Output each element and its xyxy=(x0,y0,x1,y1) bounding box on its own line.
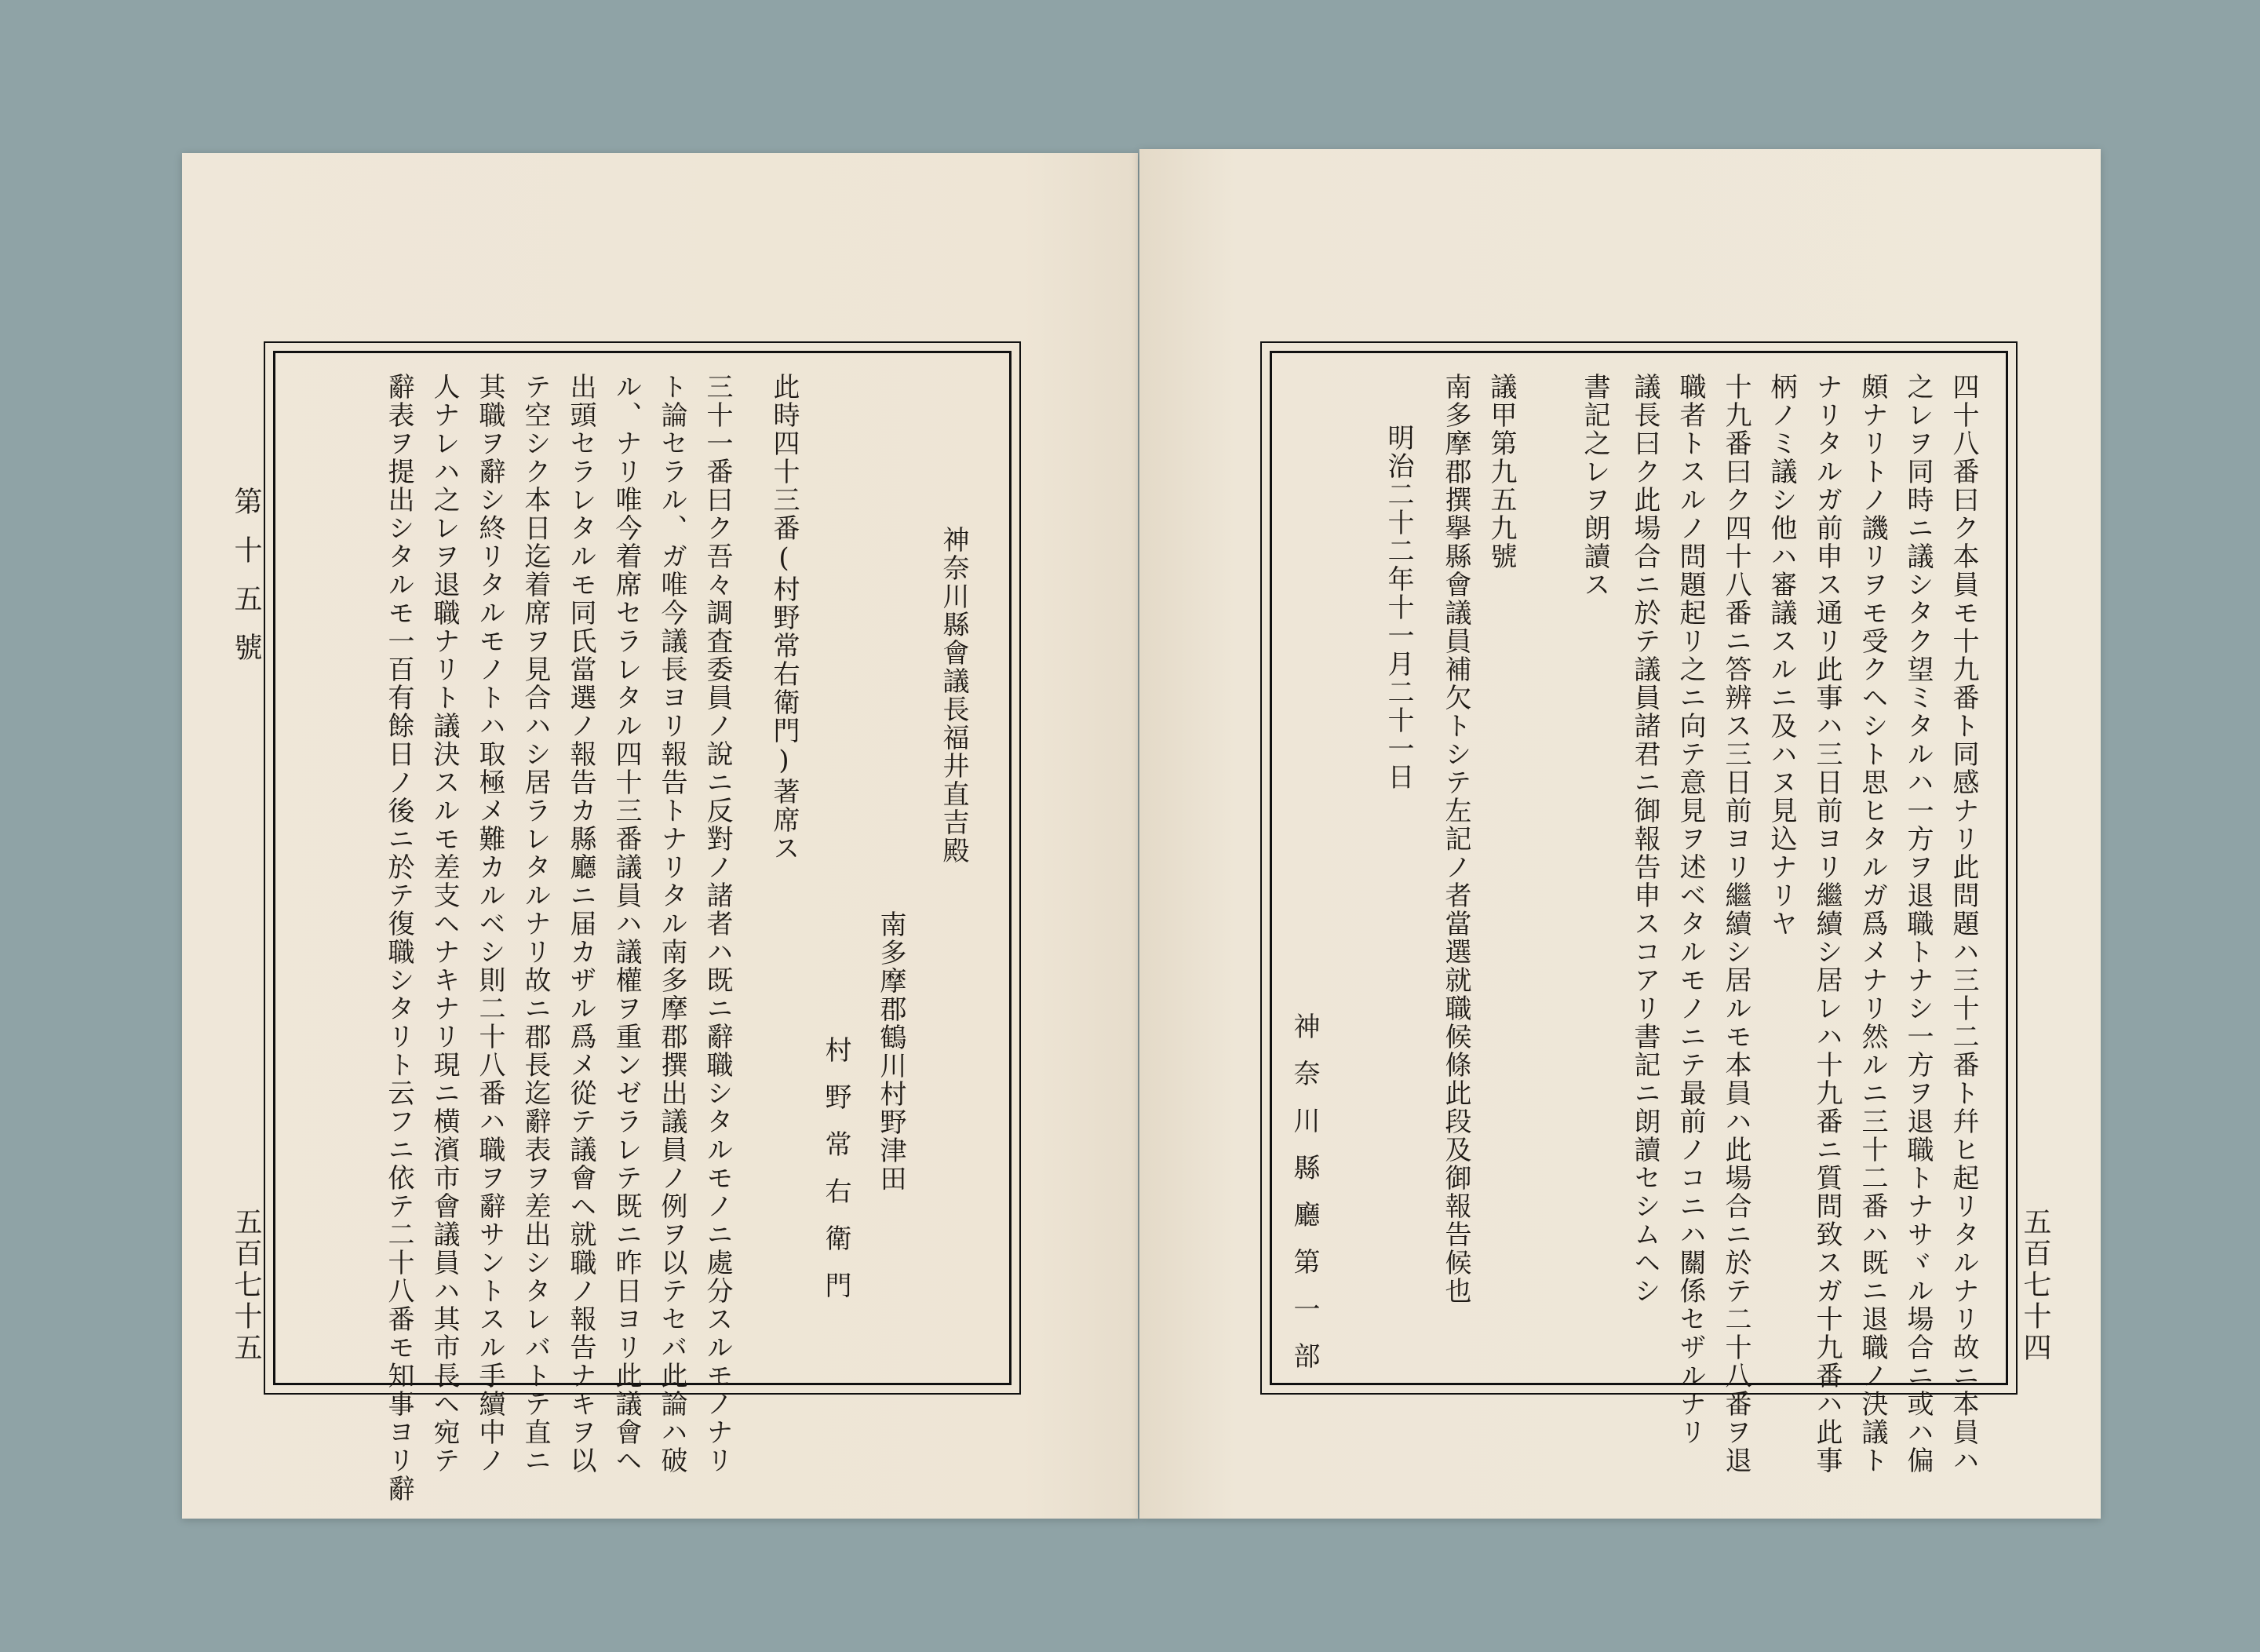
left-page-number: 五百七十五 xyxy=(230,1207,262,1364)
text-column: 村野常右衛門 xyxy=(820,1036,851,1318)
text-column: 南多摩郡鶴川村野津田 xyxy=(875,910,906,1193)
text-column: ト論セラル、ガ唯今議長ヨリ報告トナリタル南多摩郡撰出議員ノ例ヲ以テセバ此論ハ破 xyxy=(656,373,687,1475)
text-column: 辭表ヲ提出シタルモ一百有餘日ノ後ニ於テ復職シタリト云フニ依テ二十八番モ知事ヨリ辭 xyxy=(383,373,414,1503)
text-column: 神奈川縣廳第一部 xyxy=(1289,1012,1320,1389)
text-column: 此時四十三番(村野常右衛門)著席ス xyxy=(768,373,800,862)
text-column: 議長曰ク此場合ニ於テ議員諸君ニ御報告申スコアリ書記ニ朗讀セシムヘシ xyxy=(1629,373,1660,1305)
text-column: ナリタルガ前申ス通リ此事ハ三日前ヨリ繼續シ居レハ十九番ニ質問致スガ十九番ハ此事 xyxy=(1811,373,1843,1475)
text-column: 三十一番曰ク吾々調査委員ノ說ニ反對ノ諸者ハ既ニ辭職シタルモノニ處分スルモノナリ xyxy=(702,373,733,1475)
text-column: 十九番曰ク四十八番ニ答辨ス三日前ヨリ繼續シ居ルモ本員ハ此場合ニ於テ二十八番ヲ退 xyxy=(1720,373,1752,1475)
text-column: 四十八番曰ク本員モ十九番ト同感ナリ此問題ハ三十二番ト幷ヒ起リタルナリ故ニ本員ハ xyxy=(1948,373,1979,1475)
text-column: 神奈川縣會議長福井直吉殿 xyxy=(938,526,969,865)
text-column: ル、ナリ唯今着席セラレタル四十三番議員ハ議權ヲ重ンゼラレテ既ニ昨日ヨリ此議會ヘ xyxy=(611,373,642,1475)
text-column: 柄ノミ議シ他ハ審議スルニ及ハヌ見込ナリヤ xyxy=(1766,373,1797,938)
text-column: 職者トスルノ問題起リ之ニ向テ意見ヲ述ベタルモノニテ最前ノコニハ關係セザルナリ xyxy=(1675,373,1706,1446)
text-column: 頗ナリトノ譏リヲモ受クヘシト思ヒタルガ爲メナリ然ルニ三十二番ハ既ニ退職ノ決議ト xyxy=(1857,373,1888,1475)
text-column: 書記之レヲ朗讀ス xyxy=(1579,373,1610,599)
text-column: 議甲第九五九號 xyxy=(1485,373,1517,571)
issue-number-header: 第十五號 xyxy=(230,487,262,681)
text-column: 人ナレハ之レヲ退職ナリト議決スルモ差支ヘナキナリ現ニ横濱市會議員ハ其市長ヘ宛テ xyxy=(428,373,460,1475)
text-column: 其職ヲ辭シ終リタルモノトハ取極メ難カルベシ則二十八番ハ職ヲ辭サントスル手續中ノ xyxy=(474,373,505,1475)
right-page-number: 五百七十四 xyxy=(2019,1207,2051,1364)
text-column: テ空シク本日迄着席ヲ見合ハシ居ラレタルナリ故ニ郡長迄辭表ヲ差出シタレバトテ直ニ xyxy=(519,373,551,1475)
text-column: 南多摩郡撰擧縣會議員補欠トシテ左記ノ者當選就職候條此段及御報告候也 xyxy=(1440,373,1471,1305)
text-column: 明治二十二年十一月二十一日 xyxy=(1383,424,1414,791)
text-column: 出頭セラレタルモ同氏當選ノ報告カ縣廳ニ届カザル爲メ從テ議會ヘ就職ノ報告ナキヲ以 xyxy=(565,373,596,1475)
text-column: 之レヲ同時ニ議シタク望ミタルハ一方ヲ退職トナシ一方ヲ退職トナサヾル場合ニ或ハ偏 xyxy=(1902,373,1934,1475)
